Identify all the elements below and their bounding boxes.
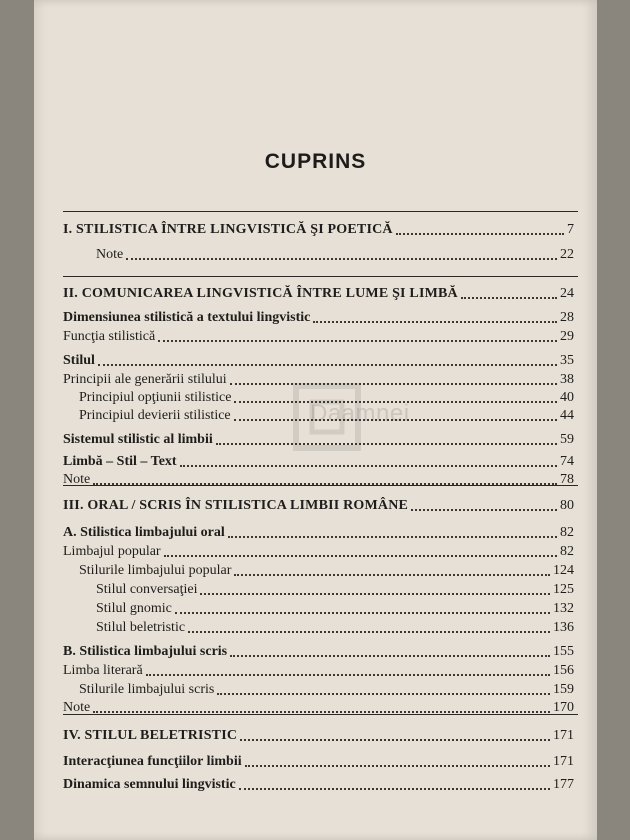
leader-dots <box>234 401 557 403</box>
leader-dots <box>240 739 550 741</box>
toc-entry-page: 44 <box>560 408 574 423</box>
toc-entry <box>79 388 574 406</box>
toc-entry <box>63 308 574 326</box>
leader-dots <box>93 711 550 713</box>
leader-dots <box>239 788 550 790</box>
toc-entry-page: 59 <box>560 432 574 447</box>
toc-entry <box>63 452 574 470</box>
toc-entry-page: 156 <box>553 663 574 678</box>
toc-entry-page: 171 <box>553 754 574 769</box>
toc-entry <box>63 430 574 448</box>
toc-entry-page: 35 <box>560 353 574 368</box>
leader-dots <box>188 631 550 633</box>
toc-entry-page: 171 <box>553 728 574 743</box>
leader-dots <box>126 258 557 260</box>
toc-entry-label: Funcţia stilistică <box>63 329 156 344</box>
toc-entry <box>63 752 574 770</box>
toc-entry-page: 136 <box>553 620 574 635</box>
toc-entry-label: III. ORAL / SCRIS ÎN STILISTICA LIMBII ROMÂNE <box>63 498 409 513</box>
toc-entry <box>63 351 574 369</box>
toc-entry-label: Limbă – Stil – Text <box>63 454 177 469</box>
toc-entry-page: 7 <box>567 222 574 237</box>
toc-entry <box>96 618 574 636</box>
toc-entry-page: 28 <box>560 310 574 325</box>
leader-dots <box>396 233 564 235</box>
watermark-text: Daamnei <box>310 400 410 427</box>
toc-entry-page: 40 <box>560 390 574 405</box>
toc-entry <box>63 661 574 679</box>
toc-entry-label: Principii ale generării stilului <box>63 372 227 387</box>
toc-entry <box>63 327 574 345</box>
toc-entry-label: Stilurile limbajului popular <box>79 563 232 578</box>
leader-dots <box>234 574 550 576</box>
toc-entry-label: Note <box>63 700 91 715</box>
toc-entry-page: 155 <box>553 644 574 659</box>
page-title: CUPRINS <box>264 150 367 173</box>
toc-entry <box>63 726 574 744</box>
toc-entry-page: 170 <box>553 700 574 715</box>
toc-entry <box>79 406 574 424</box>
toc-entry-label: Principiul devierii stilistice <box>79 408 231 423</box>
toc-entry-label: A. Stilistica limbajului oral <box>63 525 225 540</box>
toc-entry <box>79 680 574 698</box>
toc-entry-page: 124 <box>553 563 574 578</box>
leader-dots <box>461 297 557 299</box>
toc-entry <box>63 220 574 238</box>
leader-dots <box>217 693 550 695</box>
leader-dots <box>175 612 550 614</box>
toc-entry-page: 125 <box>553 582 574 597</box>
toc-entry-page: 38 <box>560 372 574 387</box>
toc-entry <box>63 370 574 388</box>
toc-entry <box>63 542 574 560</box>
toc-entry <box>63 775 574 793</box>
toc-entry-page: 22 <box>560 247 574 262</box>
toc-entry-page: 82 <box>560 525 574 540</box>
toc-entry-label: Limba literară <box>63 663 143 678</box>
leader-dots <box>158 340 557 342</box>
toc-entry <box>63 496 574 514</box>
toc-entry-page: 80 <box>560 498 574 513</box>
toc-entry-label: Limbajul popular <box>63 544 161 559</box>
leader-dots <box>230 655 550 657</box>
book-page <box>34 0 597 840</box>
leader-dots <box>180 465 557 467</box>
toc-entry-page: 132 <box>553 601 574 616</box>
toc-entry-page: 82 <box>560 544 574 559</box>
toc-entry <box>63 523 574 541</box>
toc-entry <box>63 470 574 488</box>
leader-dots <box>98 364 557 366</box>
toc-entry-label: Dimensiunea stilistică a textului lingvistic <box>63 310 311 325</box>
leader-dots <box>228 536 557 538</box>
toc-entry-label: Dinamica semnului lingvistic <box>63 777 236 792</box>
leader-dots <box>200 593 550 595</box>
table-of-contents <box>34 0 597 840</box>
toc-entry-label: IV. STILUL BELETRISTIC <box>63 728 238 743</box>
toc-entry-label: Interacţiunea funcţiilor limbii <box>63 754 242 769</box>
toc-entry-label: B. Stilistica limbajului scris <box>63 644 228 659</box>
toc-entry-page: 29 <box>560 329 574 344</box>
toc-entry-label: II. COMUNICAREA LINGVISTICĂ ÎNTRE LUME ŞI LIMBĂ <box>63 286 458 301</box>
toc-entry-page: 78 <box>560 472 574 487</box>
leader-dots <box>216 443 557 445</box>
toc-entry-label: Stilul gnomic <box>96 601 172 616</box>
toc-entry-label: I. STILISTICA ÎNTRE LINGVISTICĂ ŞI POETICĂ <box>63 222 393 237</box>
leader-dots <box>411 509 557 511</box>
toc-entry-label: Principiul opţiunii stilistice <box>79 390 232 405</box>
leader-dots <box>313 321 557 323</box>
toc-entry <box>63 284 574 302</box>
toc-entry-label: Stilul <box>63 353 95 368</box>
toc-entry-page: 177 <box>553 777 574 792</box>
toc-entry-label: Stilul beletristic <box>96 620 186 635</box>
toc-entry-page: 24 <box>560 286 574 301</box>
leader-dots <box>93 483 557 485</box>
toc-entry <box>96 580 574 598</box>
toc-entry-label: Stilul conversaţiei <box>96 582 198 597</box>
leader-dots <box>164 555 557 557</box>
toc-entry-page: 74 <box>560 454 574 469</box>
toc-entry <box>96 245 574 263</box>
leader-dots <box>230 383 557 385</box>
toc-entry <box>63 698 574 716</box>
leader-dots <box>234 419 557 421</box>
toc-entry <box>96 599 574 617</box>
toc-entry <box>79 561 574 579</box>
leader-dots <box>245 765 550 767</box>
toc-entry-label: Stilurile limbajului scris <box>79 682 215 697</box>
toc-entry-page: 159 <box>553 682 574 697</box>
toc-entry-label: Note <box>96 247 124 262</box>
toc-entry-label: Note <box>63 472 91 487</box>
leader-dots <box>146 674 550 676</box>
toc-entry <box>63 642 574 660</box>
toc-entry-label: Sistemul stilistic al limbii <box>63 432 213 447</box>
